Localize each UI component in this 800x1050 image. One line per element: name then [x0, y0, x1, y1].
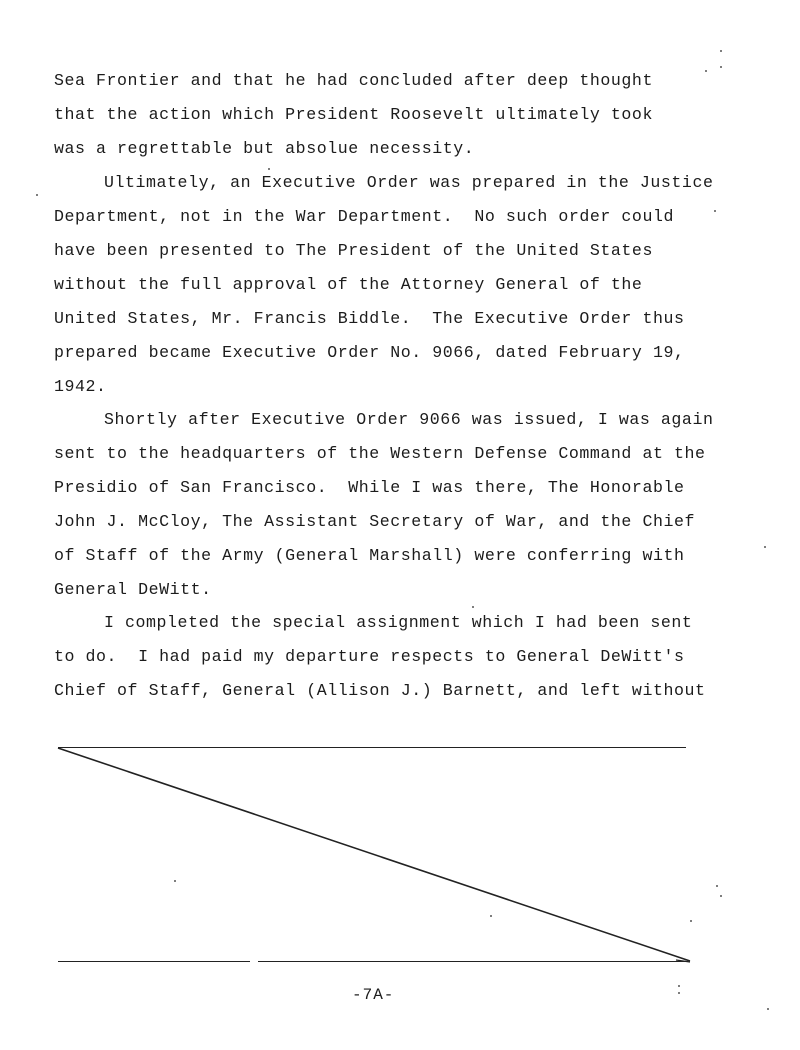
- text-line: General DeWitt.: [54, 580, 212, 599]
- text-line: without the full approval of the Attorney General of the: [54, 275, 643, 294]
- scan-speck: [174, 880, 176, 882]
- text-line: prepared became Executive Order No. 9066, dated February 19,: [54, 343, 685, 362]
- text-line: United States, Mr. Francis Biddle. The Executive Order thus: [54, 309, 685, 328]
- scan-speck: [720, 66, 722, 68]
- text-line: 1942.: [54, 377, 107, 396]
- page-number: -7A-: [352, 986, 395, 1004]
- scan-speck: [472, 606, 474, 608]
- paragraph-start-line: I completed the special assignment which I had been sent: [104, 613, 693, 632]
- scan-speck: [720, 50, 722, 52]
- scan-speck: [490, 915, 492, 917]
- scan-speck: [714, 210, 716, 212]
- text-line: John J. McCloy, The Assistant Secretary of War, and the Chief: [54, 512, 695, 531]
- text-line: have been presented to The President of the United States: [54, 241, 653, 260]
- text-line: Department, not in the War Department. No such order could: [54, 207, 674, 226]
- scan-speck: [690, 920, 692, 922]
- scan-speck: [36, 194, 38, 196]
- scan-speck: [705, 70, 707, 72]
- text-line: Sea Frontier and that he had concluded after deep thought: [54, 71, 653, 90]
- paragraph-start-line: Ultimately, an Executive Order was prepared in the Justice: [104, 173, 714, 192]
- scan-speck: [678, 985, 680, 987]
- scan-speck: [716, 885, 718, 887]
- text-line: to do. I had paid my departure respects to General DeWitt's: [54, 647, 685, 666]
- text-line: Chief of Staff, General (Allison J.) Barnett, and left without: [54, 681, 706, 700]
- text-line: Presidio of San Francisco. While I was there, The Honorable: [54, 478, 685, 497]
- scan-speck: [767, 1008, 769, 1010]
- scan-speck: [720, 895, 722, 897]
- text-line: that the action which President Roosevelt ultimately took: [54, 105, 653, 124]
- paragraph-start-line: Shortly after Executive Order 9066 was issued, I was again: [104, 410, 714, 429]
- text-line: sent to the headquarters of the Western Defense Command at the: [54, 444, 706, 463]
- scan-speck: [678, 992, 680, 994]
- scan-speck: [268, 168, 270, 170]
- bottom-rule-line-right: [258, 961, 688, 962]
- text-line: of Staff of the Army (General Marshall) were conferring with: [54, 546, 685, 565]
- bottom-rule-line-left: [58, 961, 250, 962]
- scan-speck: [764, 546, 766, 548]
- text-line: was a regrettable but absolue necessity.: [54, 139, 475, 158]
